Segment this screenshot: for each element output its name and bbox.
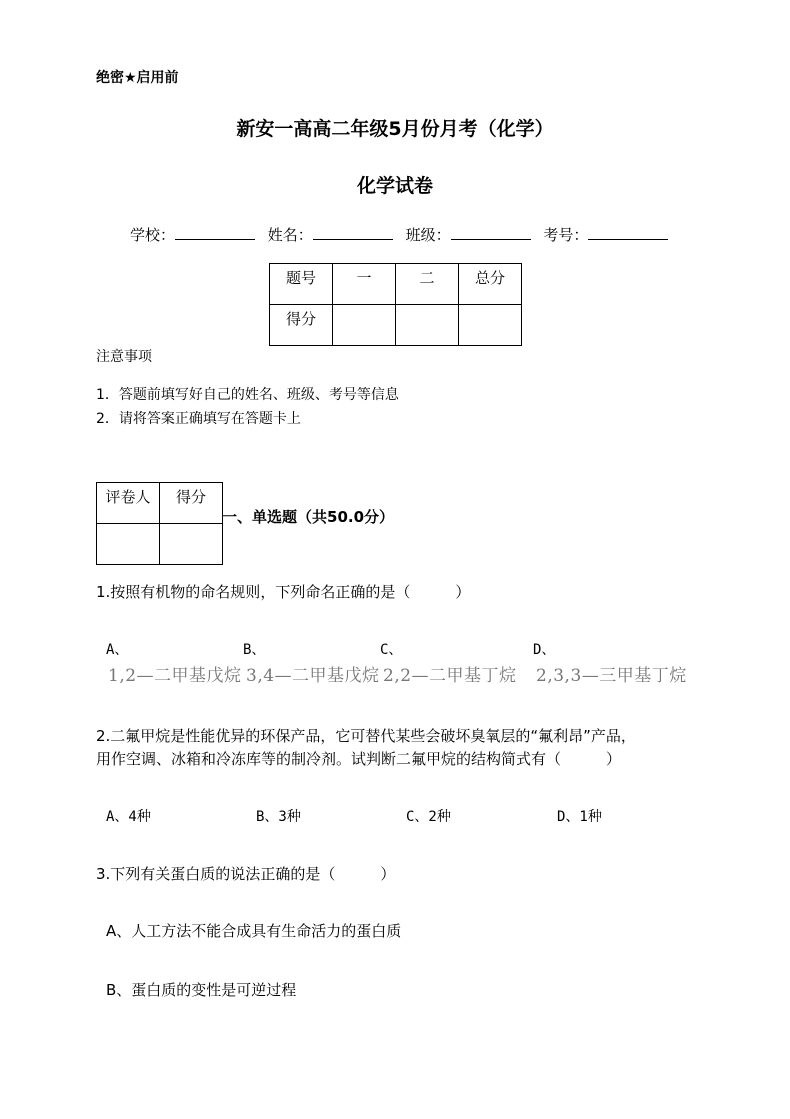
student-info-row: [130, 224, 676, 245]
grader-table: [96, 482, 223, 565]
school-blank[interactable]: [175, 225, 255, 240]
score-row-label: 得分: [270, 305, 333, 346]
q2-option-c: C、2种: [406, 809, 451, 825]
question-2-stem-line2: 用作空调、冰箱和冷冻库等的制冷剂。试判断二氟甲烷的结构简式有（ ）: [96, 750, 622, 768]
q1-option-a-text: 1,2—二甲基戊烷: [108, 666, 242, 686]
grader-header-cell: 评卷人: [97, 483, 160, 524]
q1-option-c-label: C、: [380, 642, 403, 658]
confidential-mark: 绝密★启用前: [96, 70, 179, 86]
name-blank[interactable]: [313, 225, 393, 240]
score-cell: [459, 305, 522, 346]
score-header-cell: 总分: [459, 264, 522, 305]
q2-option-a: A、4种: [106, 809, 151, 825]
notice-heading: 注意事项: [96, 349, 152, 365]
score-cell: [396, 305, 459, 346]
grader-cell: [160, 524, 223, 565]
q2-option-b: B、3种: [256, 809, 301, 825]
question-3-stem: 3.下列有关蛋白质的说法正确的是（ ）: [96, 865, 396, 883]
score-header-cell: 题号: [270, 264, 333, 305]
q1-option-b-label: B、: [243, 642, 266, 658]
q1-option-b-text: 3,4—二甲基戊烷: [246, 666, 380, 686]
exam-number-label: 考号：: [543, 226, 589, 244]
class-label: 班级：: [405, 226, 451, 244]
q1-option-c-text: 2,2—二甲基丁烷: [383, 666, 517, 686]
section-title: 一、单选题（共50.0分）: [222, 508, 395, 526]
q1-option-a-label: A、: [106, 642, 129, 658]
q3-option-b: B、蛋白质的变性是可逆过程: [106, 981, 297, 999]
name-label: 姓名：: [267, 226, 313, 244]
q2-option-d: D、1种: [557, 809, 602, 825]
q1-option-d-label: D、: [533, 642, 556, 658]
question-2-stem-line1: 2.二氟甲烷是性能优异的环保产品，它可替代某些会破坏臭氧层的“氟利昂”产品，: [96, 727, 636, 745]
exam-number-blank[interactable]: [588, 225, 668, 240]
grader-cell: [97, 524, 160, 565]
score-table: [269, 263, 522, 346]
score-header-cell: 二: [396, 264, 459, 305]
class-blank[interactable]: [451, 225, 531, 240]
school-label: 学校：: [130, 226, 176, 244]
q3-option-a: A、人工方法不能合成具有生命活力的蛋白质: [106, 922, 402, 940]
q1-option-d-text: 2,3,3—三甲基丁烷: [536, 666, 687, 686]
grader-header-cell: 得分: [160, 483, 223, 524]
score-cell: [333, 305, 396, 346]
notice-item: 1．答题前填写好自己的姓名、班级、考号等信息: [96, 387, 399, 403]
score-header-cell: 一: [333, 264, 396, 305]
question-1-stem: 1.按照有机物的命名规则，下列命名正确的是（ ）: [96, 583, 471, 601]
notice-item: 2．请将答案正确填写在答题卡上: [96, 411, 301, 427]
exam-title: 新安一高高二年级5月份月考（化学）: [236, 118, 554, 140]
exam-subtitle: 化学试卷: [356, 175, 433, 197]
